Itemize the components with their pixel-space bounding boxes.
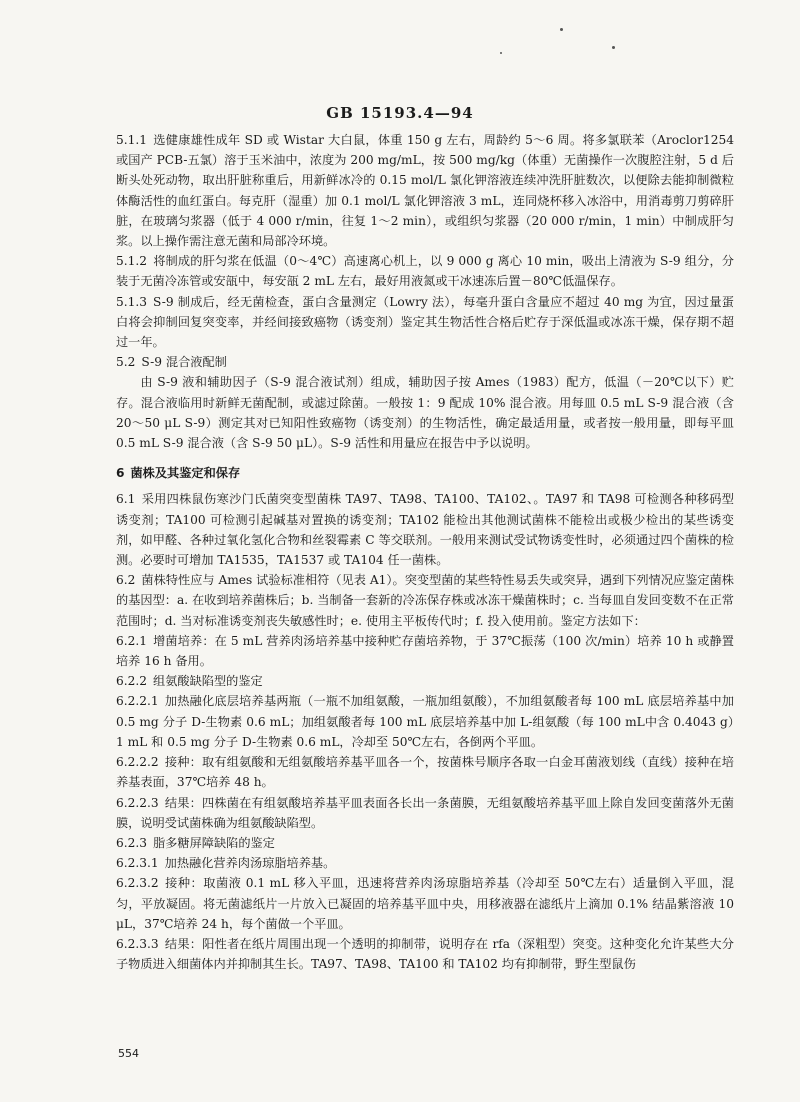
clause-number: 6.2.3.1 (116, 856, 159, 871)
scan-speck (560, 28, 563, 31)
clause-text: 采用四株鼠伤寒沙门氏菌突变型菌株 TA97、TA98、TA100、TA102、。TA97 和 TA98 可检测各种移码型诱变剂；TA100 可检测引起碱基对置换的诱变剂；TA102 能检出其他测试菌株不能检出或极少检出的某些诱变剂，如甲醛、各种过氧化氢化合物和丝裂霉素 C 等交联剂。一般用来测试受试物诱变性时，必须通过四个菌株的检测。必要时可增加 TA1535，TA1537 或 TA104 任一菌株。 (116, 492, 734, 568)
clause-text: S-9 制成后，经无菌检查，蛋白含量测定（Lowry 法），每毫升蛋白含量应不超过 40 mg 为宜，因过量蛋白将会抑制回复突变率，并经间接致癌物（诱变剂）鉴定其生物活性合格后贮存于深低温或冰冻干燥，保存期不超过一年。 (116, 294, 734, 350)
page-number: 554 (118, 1047, 139, 1060)
clause-text: 由 S-9 液和辅助因子（S-9 混合液试剂）组成，辅助因子按 Ames（1983）配方，低温（－20℃以下）贮存。混合液临用时新鲜无菌配制，或滤过除菌。一般按 1：9 配成 10% 混合液。用每皿 0.5 mL S-9 混合液（含 20～50 μL S-9）测定其对已知阳性致癌物（诱变剂）的生物活性，确定最适用量，或者按一般用量，即每平皿 0.5 mL S-9 混合液（含 S-9 50 μL）。S-9 活性和用量应在报告中予以说明。 (116, 375, 734, 451)
clause-text: 菌株及其鉴定和保存 (130, 466, 241, 481)
paragraph (116, 372, 734, 453)
paragraph (116, 934, 734, 974)
clause-text: 脂多糖屏障缺陷的鉴定 (153, 835, 275, 850)
clause-number: 6.2.2.2 (116, 755, 159, 770)
clause-number: 6.1 (116, 492, 136, 507)
scan-speck (612, 46, 615, 49)
scan-speck (500, 52, 502, 54)
section-heading (116, 463, 734, 483)
paragraph (116, 570, 734, 631)
clause-number: 6.2.2 (116, 674, 148, 689)
clause-text: 增菌培养：在 5 mL 营养肉汤培养基中接种贮存菌培养物，于 37℃振荡（100 次/min）培养 10 h 或静置培养 16 h 备用。 (116, 633, 734, 669)
clause-number: 6.2.2.1 (116, 694, 159, 709)
clause-number: 6.2.3 (116, 835, 148, 850)
clause-text: 加热融化营养肉汤琼脂培养基。 (164, 856, 336, 871)
clause-number: 6.2 (116, 573, 136, 588)
paragraph (116, 793, 734, 833)
paragraph (116, 853, 734, 873)
paragraph (116, 489, 734, 570)
subsection-title (116, 352, 734, 372)
paragraph (116, 130, 734, 251)
clause-text: 组氨酸缺陷型的鉴定 (153, 674, 263, 689)
paragraph (116, 292, 734, 353)
clause-text: 加热融化底层培养基两瓶（一瓶不加组氨酸，一瓶加组氨酸），不加组氨酸者每 100 mL 底层培养基中加 0.5 mg 分子 D-生物素 0.6 mL；加组氨酸者每 100 mL 底层培养基中加 L-组氨酸（每 100 mL中含 0.4043 g）1 mL 和 0.5 mg 分子 D-生物素 0.6 mL，冷却至 50℃左右，各倒两个平皿。 (116, 694, 734, 749)
clause-text: 将制成的肝匀浆在低温（0～4℃）高速离心机上，以 9 000 g 离心 10 min，吸出上清液为 S-9 组分，分装于无菌冷冻管或安瓿中，每安瓿 2 mL 左右，最好用液氮或干冰速冻后置－80℃低温保存。 (116, 254, 734, 289)
paragraph (116, 873, 734, 934)
paragraph (116, 631, 734, 671)
clause-text: 接种：取有组氨酸和无组氨酸培养基平皿各一个，按菌株号顺序各取一白金耳菌液划线（直线）接种在培养基表面，37℃培养 48 h。 (116, 755, 734, 790)
clause-number: 5.2 (116, 355, 136, 370)
clause-number: 6.2.2.3 (116, 795, 159, 810)
paragraph (116, 251, 734, 291)
clause-number: 6.2.3.3 (116, 936, 159, 951)
document-header: GB 15193.4—94 (326, 104, 474, 122)
clause-number: 5.1.1 (116, 133, 148, 147)
clause-text: 菌株特性应与 Ames 试验标准相符（见表 A1）。突变型菌的某些特性易丢失或突异，遇到下列情况应鉴定菌株的基因型：a. 在收到培养菌株后；b. 当制备一套新的冷冻保存株或冰冻干燥菌株时；c. 当每皿自发回变数不在正常范围时；d. 当对标准诱变剂丧失敏感性时；e. 使用主平板传代时；f. 投入使用前。鉴定方法如下： (116, 573, 734, 628)
subsection-title (116, 671, 734, 691)
subsection-title (116, 833, 734, 853)
clause-number: 5.1.3 (116, 294, 148, 309)
clause-text: 结果：四株菌在有组氨酸培养基平皿表面各长出一条菌膜，无组氨酸培养基平皿上除自发回变菌落外无菌膜，说明受试菌株确为组氨酸缺陷型。 (116, 795, 734, 830)
clause-number: 5.1.2 (116, 254, 148, 269)
paragraph (116, 691, 734, 752)
paragraph (116, 752, 734, 792)
clause-text: 选健康雄性成年 SD 或 Wistar 大白鼠，体重 150 g 左右，周龄约 5～6 周。将多氯联苯（Aroclor1254 或国产 PCB-五氯）溶于玉米油中，浓度为 200 mg/mL，按 500 mg/kg（体重）无菌操作一次腹腔注射，5 d 后断头处死动物，取出肝脏称重后，用新鲜冰冷的 0.15 mol/L 氯化钾溶液连续冲洗肝脏数次，以便除去能抑制微粒体酶活性的血红蛋白。每克肝（湿重）加 0.1 mol/L 氯化钾溶液 3 mL，连同烧杯移入冰浴中，用消毒剪刀剪碎肝脏，在玻璃匀浆器（低于 4 000 r/min，往复 1～2 min），或组织匀浆器（20 000 r/min，1 min）中制成肝匀浆。以上操作需注意无菌和局部冷环境。 (116, 133, 734, 249)
clause-text: 结果：阳性者在纸片周围出现一个透明的抑制带，说明存在 rfa（深粗型）突变。这种变化允许某些大分子物质进入细菌体内并抑制其生长。TA97、TA98、TA100 和 TA102 均有抑制带，野生型鼠伤 (116, 936, 734, 972)
clause-text: S-9 混合液配制 (141, 355, 227, 370)
clause-text: 接种：取菌液 0.1 mL 移入平皿，迅速将营养肉汤琼脂培养基（冷却至 50℃左右）适量倒入平皿，混匀，平放凝固。将无菌滤纸片一片放入已凝固的培养基平皿中央，用移液器在滤纸片上滴加 0.1% 结晶紫溶液 10 μL，37℃培养 24 h，每个菌做一个平皿。 (116, 876, 734, 931)
document-body (116, 130, 734, 974)
clause-number: 6.2.1 (116, 633, 148, 648)
clause-number: 6.2.3.2 (116, 876, 159, 891)
clause-number: 6 (116, 466, 125, 481)
